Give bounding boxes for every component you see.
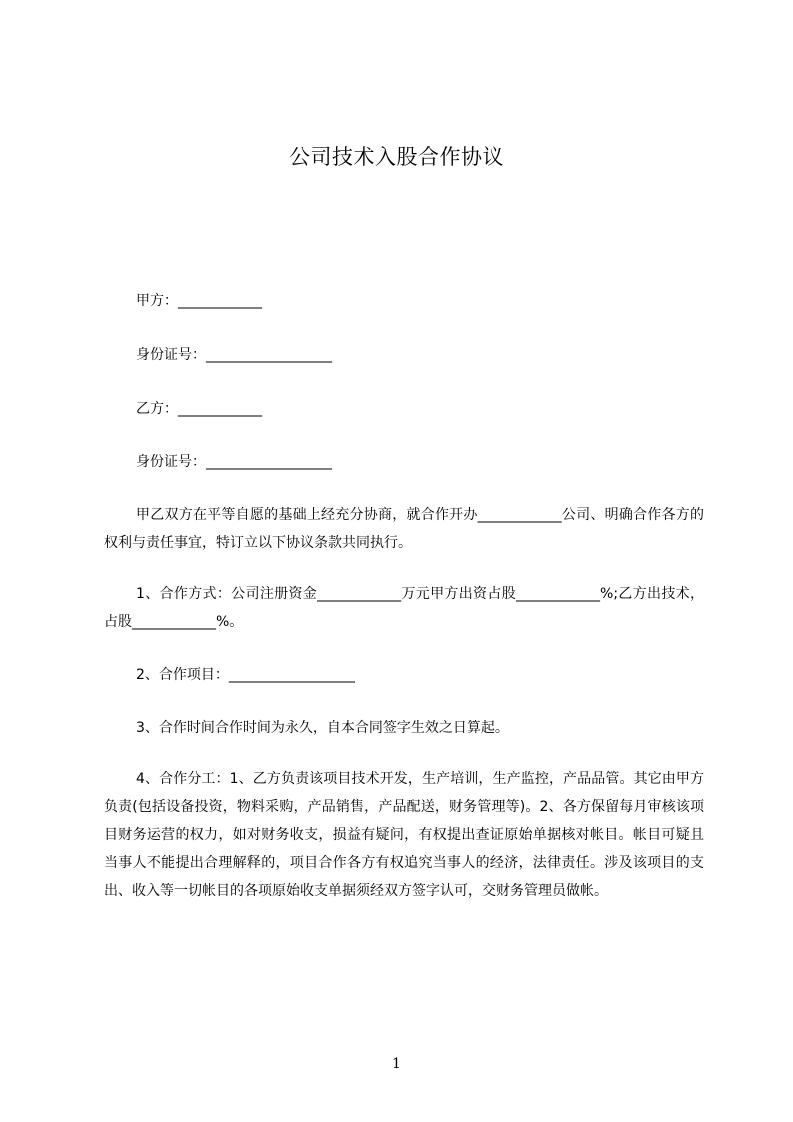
party-b-id-line: 身份证号：__________________ [136, 454, 332, 470]
party-b-line: 乙方：____________ [136, 401, 262, 417]
party-a-id-line: 身份证号：__________________ [136, 347, 332, 363]
party-a-line: 甲方：____________ [136, 293, 262, 309]
clause-1-paragraph: 1、合作方式：公司注册资金____________万元甲方出资占股____________%;乙方出技术，占股____________%。 [104, 586, 704, 630]
clause-3-line: 3、合作时间合作时间为永久，自本合同签字生效之日算起。 [136, 720, 509, 736]
document-title: 公司技术入股合作协议 [289, 145, 504, 169]
clause-4-paragraph: 4、合作分工：1、乙方负责该项目技术开发，生产培训，生产监控，产品品管。其它由甲方负责(包括设备投资，物料采购，产品销售，产品配送，财务管理等)。2、各方保留每月审核该项目财务运营的权力，如对财务收支，损益有疑问，有权提出查证原始单据核对帐目。帐目可疑且当事人不能提出合理解释的，项目合作各方有权追究当事人的经济，法律责任。涉及该项目的支出、收入等一切帐目的各项原始收支单据须经双方签字认可，交财务管理员做帐。 [104, 771, 704, 899]
clause-2-line: 2、合作项目：__________________ [136, 667, 355, 683]
intro-paragraph: 甲乙双方在平等自愿的基础上经充分协商，就合作开办____________公司、明确合作各方的权利与责任事宜，特订立以下协议条款共同执行。 [104, 507, 704, 551]
page-number: 1 [392, 1056, 401, 1072]
